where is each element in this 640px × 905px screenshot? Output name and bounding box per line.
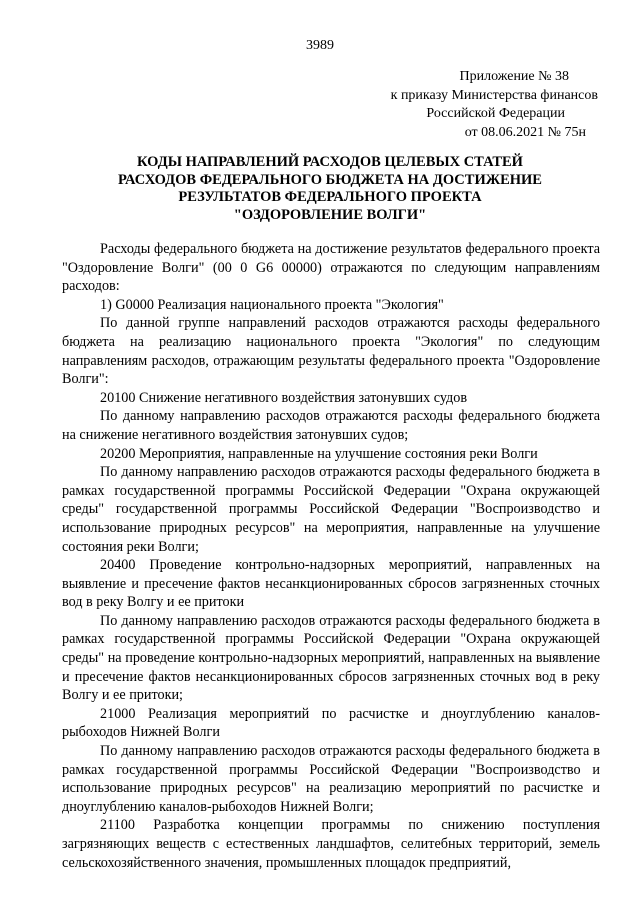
page-number: 3989 (306, 38, 334, 53)
paragraph: 21100 Разработка концепции программы по снижению поступления загрязняющих веществ с естественных ландшафтов, селитебных территорий, земель сельскохозяйственного значения, промышленных площадок предприятий, (62, 817, 600, 871)
document-body (62, 240, 600, 872)
title-line: КОДЫ НАПРАВЛЕНИЙ РАСХОДОВ ЦЕЛЕВЫХ СТАТЕЙ (137, 154, 523, 170)
paragraph: 20200 Мероприятия, направленные на улучшение состояния реки Волги (100, 445, 538, 462)
appendix-line: Приложение № 38 (459, 69, 569, 84)
paragraph: 1) G0000 Реализация национального проекта "Экология" (100, 296, 444, 313)
title-line: "ОЗДОРОВЛЕНИЕ ВОЛГИ" (233, 206, 427, 223)
paragraph: 21000 Реализация мероприятий по расчистке и дноуглублению каналов-рыбоходов Нижней Волги (62, 705, 600, 741)
paragraph: 20400 Проведение контрольно-надзорных мероприятий, направленных на выявление и пресечение фактов несанкционированных сбросов загрязненных сточных вод в реку Волгу и ее притоки (62, 557, 600, 611)
appendix-line: от 08.06.2021 № 75н (464, 124, 586, 140)
paragraph: По данной группе направлений расходов отражаются расходы федерального бюджета на реализацию национального проекта "Экология" по следующим направлениям расходов, отражающим результаты федерального проекта "Оздоровление Волги": (62, 315, 600, 388)
paragraph: По данному направлению расходов отражаются расходы федерального бюджета в рамках государственной программы Российской Федерации "Охрана окружающей среды" на проведение контрольно-надзорных мероприятий, направленных на выявление и пресечение фактов несанкционированных сбросов загрязненных сточных вод в реку Волгу и ее притоки; (62, 612, 600, 704)
document-title (60, 154, 600, 224)
appendix-line: Российской Федерации (426, 106, 565, 121)
paragraph: 20100 Снижение негативного воздействия затонувших судов (100, 389, 468, 406)
paragraph: По данному направлению расходов отражаются расходы федерального бюджета в рамках государственной программы Российской Федерации "Воспроизводство и использование природных ресурсов" на реализацию мероприятий по расчистке и дноуглублению каналов-рыбоходов Нижней Волги; (62, 743, 600, 815)
paragraph: По данному направлению расходов отражаются расходы федерального бюджета в рамках государственной программы Российской Федерации "Охрана окружающей среды" государственной программы Российской Федерации "Воспроизводство и использование природных ресурсов" на мероприятия, направленные на улучшение состояния реки Волги; (62, 464, 600, 555)
paragraph: По данному направлению расходов отражаются расходы федерального бюджета на снижение негативного воздействия затонувших судов; (62, 408, 600, 443)
paragraph: Расходы федерального бюджета на достижение результатов федерального проекта "Оздоровление Волги" (00 0 G6 00000) отражаются по следующим направлениям расходов: (62, 241, 600, 295)
title-line: РАСХОДОВ ФЕДЕРАЛЬНОГО БЮДЖЕТА НА ДОСТИЖЕНИЕ (118, 171, 542, 188)
appendix-line: к приказу Министерства финансов (390, 87, 598, 103)
appendix-header (300, 68, 600, 142)
title-line: РЕЗУЛЬТАТОВ ФЕДЕРАЛЬНОГО ПРОЕКТА (178, 189, 482, 205)
